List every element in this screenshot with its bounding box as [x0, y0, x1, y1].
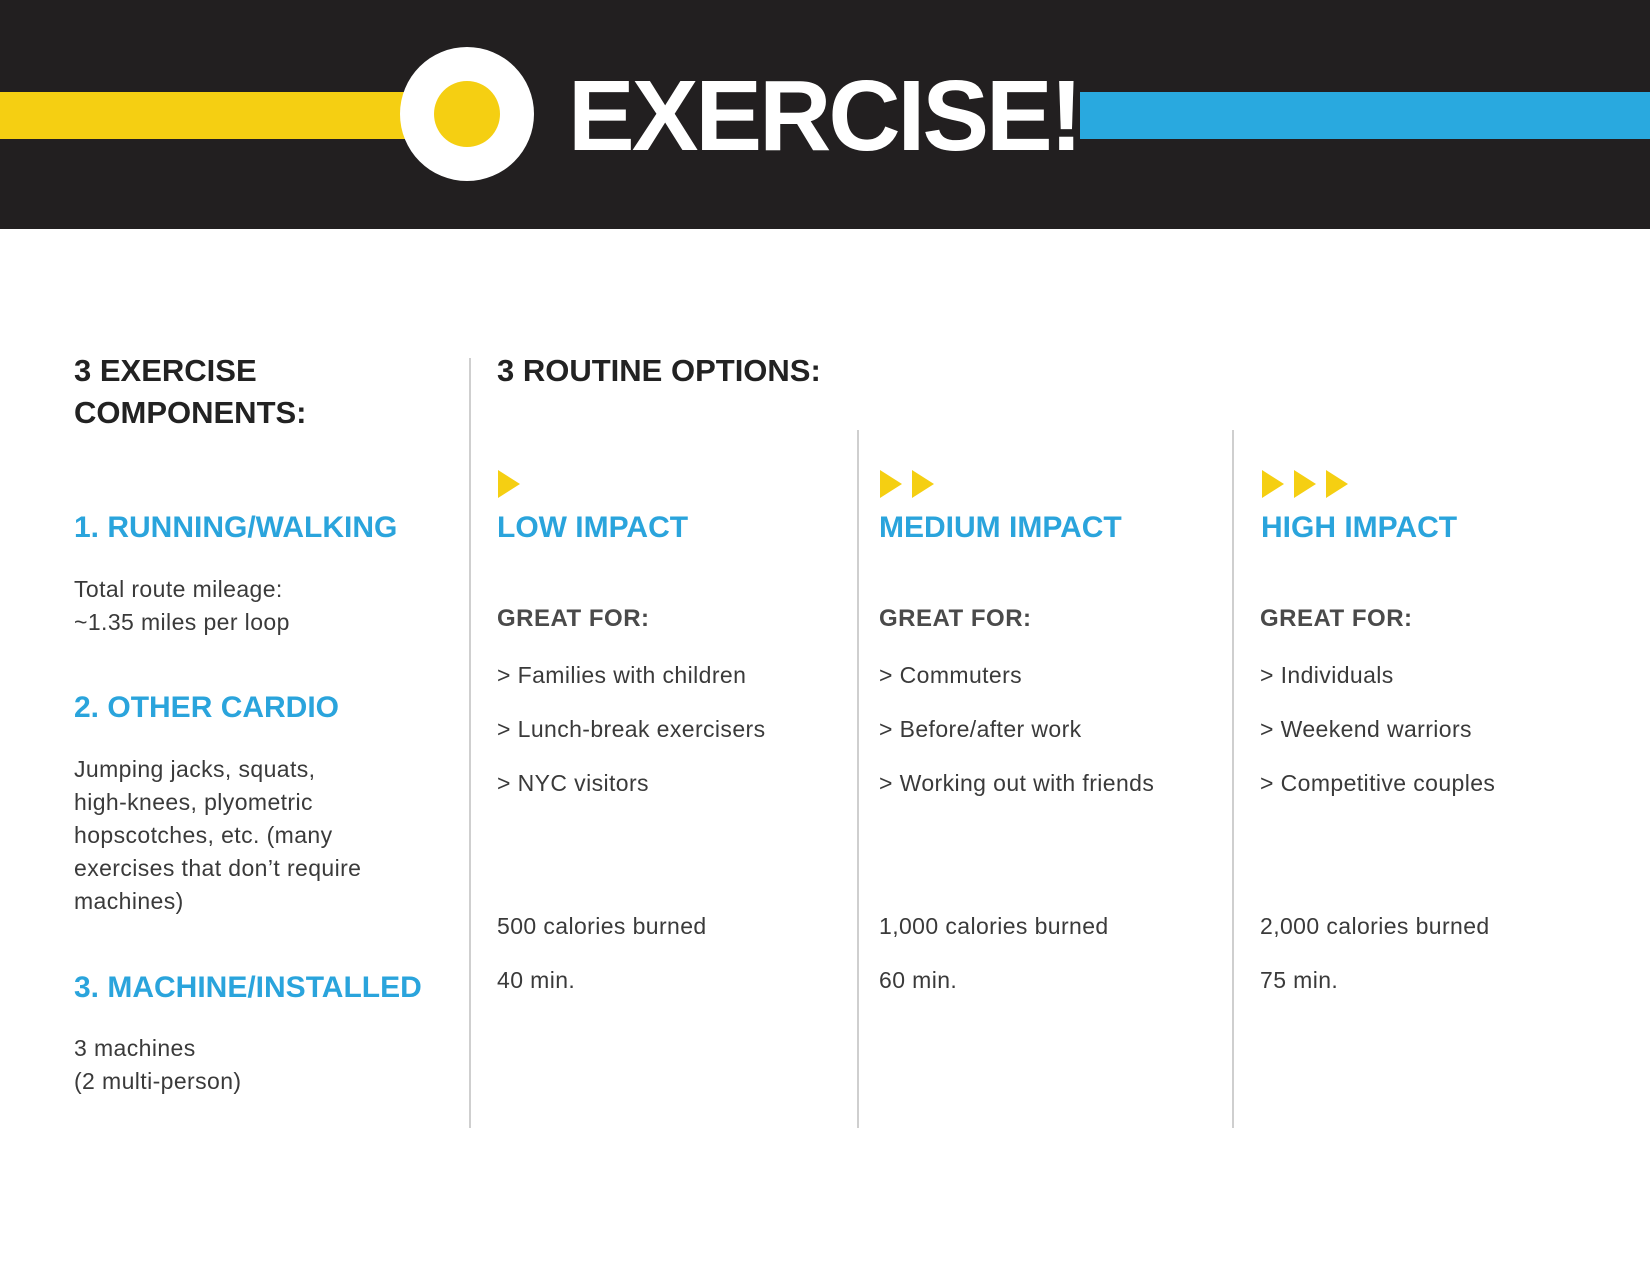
impact-arrows-medium	[880, 470, 934, 498]
desc-line: exercises that don’t require	[74, 855, 362, 881]
play-arrow-icon	[880, 470, 902, 498]
impact-arrows-high	[1262, 470, 1348, 498]
main-divider	[469, 358, 471, 1128]
blue-bar	[1080, 92, 1650, 139]
calories-high: 2,000 calories burned	[1260, 913, 1490, 939]
calories-medium: 1,000 calories burned	[879, 913, 1109, 939]
desc-line: machines)	[74, 888, 184, 914]
component-title-running: 1. RUNNING/WALKING	[74, 511, 398, 544]
header-band	[0, 0, 1650, 229]
list-item: > NYC visitors	[497, 770, 649, 796]
great-for-label: GREAT FOR:	[1260, 605, 1413, 632]
desc-line: high-knees, plyometric	[74, 789, 313, 815]
column-divider-1	[857, 430, 859, 1128]
duration-high: 75 min.	[1260, 967, 1339, 993]
routine-title-medium: MEDIUM IMPACT	[879, 511, 1122, 544]
desc-line: 3 machines	[74, 1035, 196, 1061]
desc-line: ~1.35 miles per loop	[74, 609, 290, 635]
play-arrow-icon	[912, 470, 934, 498]
desc-line: (2 multi-person)	[74, 1068, 242, 1094]
play-arrow-icon	[1294, 470, 1316, 498]
components-heading-line2: COMPONENTS:	[74, 395, 307, 430]
duration-medium: 60 min.	[879, 967, 958, 993]
great-for-label: GREAT FOR:	[879, 605, 1032, 632]
list-item: > Families with children	[497, 662, 747, 688]
logo-dot	[434, 81, 500, 147]
play-arrow-icon	[1262, 470, 1284, 498]
routines-heading: 3 ROUTINE OPTIONS:	[497, 353, 821, 388]
great-for-label: GREAT FOR:	[497, 605, 650, 632]
play-arrow-icon	[498, 470, 520, 498]
column-divider-2	[1232, 430, 1234, 1128]
yellow-bar	[0, 92, 420, 139]
list-item: > Commuters	[879, 662, 1023, 688]
target-logo-icon	[400, 47, 534, 181]
list-item: > Lunch-break exercisers	[497, 716, 766, 742]
list-item: > Individuals	[1260, 662, 1394, 688]
components-heading-line1: 3 EXERCISE	[74, 353, 257, 388]
play-arrow-icon	[1326, 470, 1348, 498]
list-item: > Competitive couples	[1260, 770, 1496, 796]
impact-arrows-low	[498, 470, 520, 498]
list-item: > Before/after work	[879, 716, 1082, 742]
desc-line: Jumping jacks, squats,	[74, 756, 316, 782]
list-item: > Working out with friends	[879, 770, 1155, 796]
routine-title-low: LOW IMPACT	[497, 511, 689, 544]
component-desc-cardio	[74, 753, 361, 918]
desc-line: hopscotches, etc. (many	[74, 822, 333, 848]
component-desc-running	[74, 573, 290, 639]
component-desc-machine	[74, 1032, 241, 1098]
list-item: > Weekend warriors	[1260, 716, 1472, 742]
duration-low: 40 min.	[497, 967, 576, 993]
component-title-cardio: 2. OTHER CARDIO	[74, 691, 340, 724]
page-title: EXERCISE!	[568, 60, 1081, 172]
calories-low: 500 calories burned	[497, 913, 707, 939]
routine-title-high: HIGH IMPACT	[1261, 511, 1458, 544]
desc-line: Total route mileage:	[74, 576, 283, 602]
component-title-machine: 3. MACHINE/INSTALLED	[74, 971, 422, 1004]
